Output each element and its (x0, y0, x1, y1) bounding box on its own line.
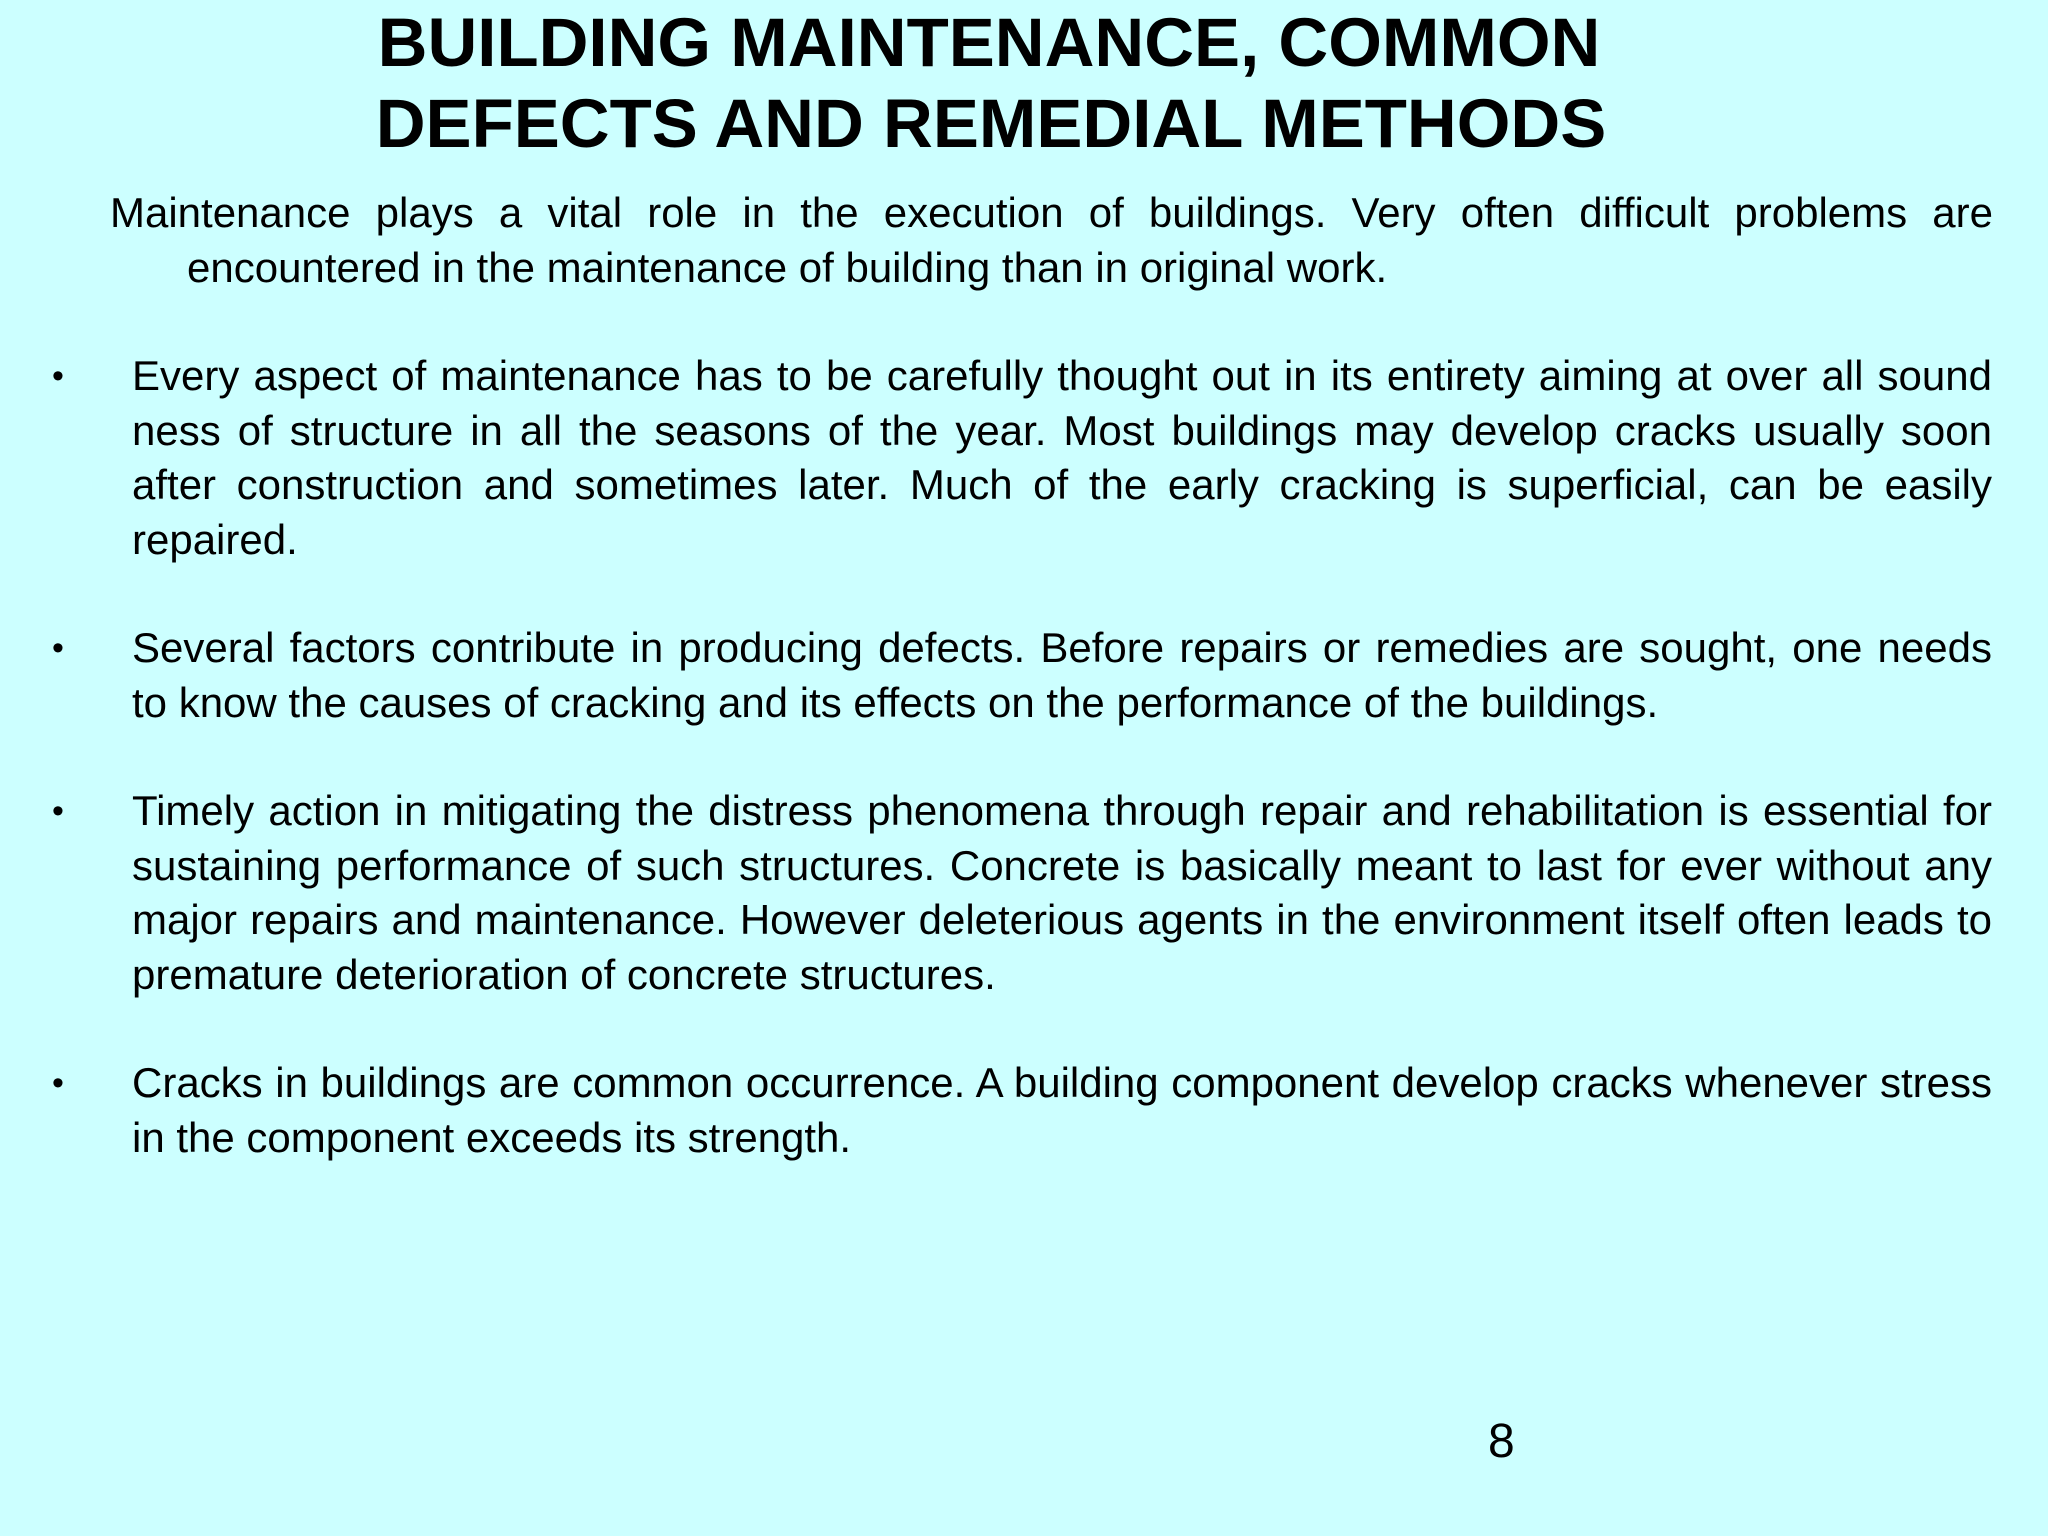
title-line-2: DEFECTS AND REMEDIAL METHODS (375, 85, 1607, 162)
bullet-item-1 (52, 349, 1992, 567)
bullet-item-4 (52, 1056, 1992, 1165)
bullet-item-2 (52, 621, 1992, 730)
bullet-text: Several factors contribute in producing defects. Before repairs or remedies are sought, one needs to know the causes of cracking and its effects on the performance of the buildings. (132, 624, 1992, 726)
bullet-marker: • (52, 629, 64, 667)
bullet-text: Cracks in buildings are common occurrence. A building component develop cracks whenever stress in the component exceeds its strength. (132, 1059, 1992, 1161)
bullet-text: Timely action in mitigating the distress phenomena through repair and rehabilitation is essential for sustaining performance of such structures. Concrete is basically meant to last for ever without any major repairs and maintenance. However deleterious agents in the environment itself often leads to premature deterioration of concrete structures. (132, 787, 1992, 998)
slide-body (0, 186, 2048, 1165)
page-number: 8 (1488, 1415, 1515, 1468)
bullet-item-3 (52, 784, 1992, 1002)
bullet-marker: • (52, 1064, 64, 1102)
intro-paragraph: Maintenance plays a vital role in the execution of buildings. Very often difficult problems are encountered in the maintenance of building than in original work. (110, 189, 1993, 291)
bullet-text: Every aspect of maintenance has to be carefully thought out in its entirety aiming at over all sound ness of structure in all the seasons of the year. Most buildings may develop cracks usually soon after construction and sometimes later. Much of the early cracking is superficial, can be easily repaired. (132, 352, 1992, 563)
bullet-marker: • (52, 792, 64, 830)
slide-title (0, 2, 2048, 164)
title-line-1: BUILDING MAINTENANCE, COMMON (377, 4, 1601, 81)
bullet-marker: • (52, 357, 64, 395)
